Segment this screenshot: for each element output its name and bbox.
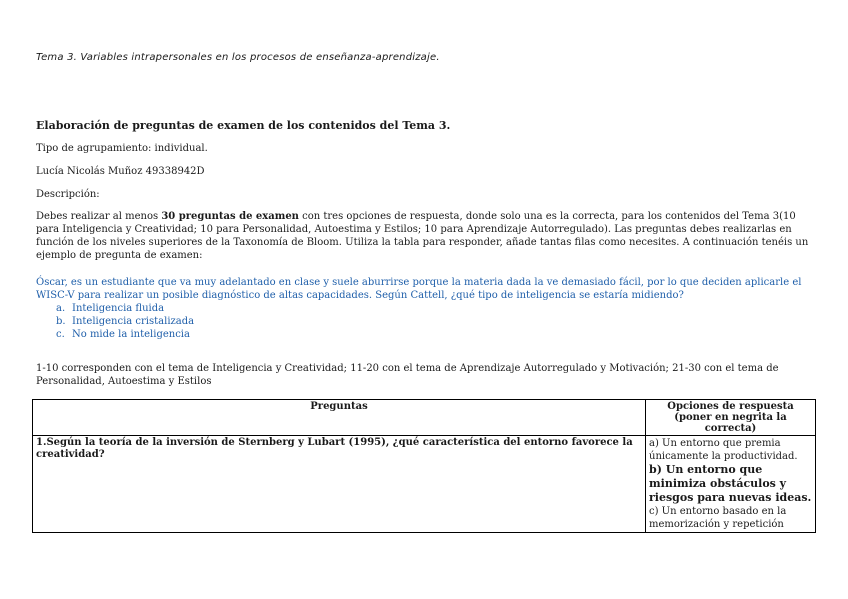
column-header-questions: Preguntas (33, 400, 646, 436)
description-label: Descripción: (36, 189, 100, 200)
option-text: No mide la inteligencia (72, 329, 190, 340)
answer-b-correct: b) Un entorno que minimiza obstáculos y riesgos para nuevas ideas. (649, 463, 812, 504)
author-line: Lucía Nicolás Muñoz 49338942D (36, 166, 205, 177)
example-options-list (56, 302, 194, 341)
topic-ranges: 1-10 corresponden con el tema de Inteligencia y Creatividad; 11-20 con el tema de Aprendizaje Autorregulado y Motivación; 21-30 con el tema de Personalidad, Autoestima y Estilos (36, 363, 779, 387)
option-letter: b. (56, 316, 66, 327)
questions-table (32, 399, 816, 533)
column-header-options: Opciones de respuesta (poner en negrita la correcta) (646, 400, 816, 436)
instructions-pre: Debes realizar al menos (36, 211, 162, 222)
question-cell: 1.Según la teoría de la inversión de Sternberg y Lubart (1995), ¿qué característica del entorno favorece la creatividad? (33, 436, 646, 533)
grouping-type: Tipo de agrupamiento: individual. (36, 143, 208, 154)
instructions-paragraph (36, 210, 814, 262)
option-text: Inteligencia cristalizada (72, 316, 195, 327)
table-row (33, 436, 816, 533)
example-option (56, 315, 194, 328)
instructions-post: con tres opciones de respuesta, donde solo una es la correcta, para los contenidos del Tema 3(10 para Inteligencia y Creatividad; 10 para Personalidad, Autoestima y Estilos; 10 para Aprendizaje Autorregulado). Las preguntas debes realizarlas en función de los niveles superiores de la Taxonomía de Bloom. Utiliza la tabla para responder, añade tantas filas como necesites. A continuación tenéis un ejemplo de pregunta de examen: (36, 211, 809, 261)
example-option (56, 302, 194, 315)
answer-c: c) Un entorno basado en la memorización y repetición (649, 506, 787, 530)
answers-cell (646, 436, 816, 533)
example-option (56, 328, 194, 341)
document-title: Elaboración de preguntas de examen de los contenidos del Tema 3. (36, 119, 451, 132)
option-letter: a. (56, 303, 66, 314)
answer-a: a) Un entorno que premia únicamente la productividad. (649, 438, 798, 462)
instructions-bold: 30 preguntas de examen (161, 211, 299, 222)
page-header: Tema 3. Variables intrapersonales en los procesos de enseñanza-aprendizaje. (36, 52, 440, 63)
example-question: Óscar, es un estudiante que va muy adelantado en clase y suele aburrirse porque la materia dada la ve demasiado fácil, por lo que deciden aplicarle el WISC-V para realizar un posible diagnóstico de altas capacidades. Según Cattell, ¿qué tipo de inteligencia se estaría midiendo? (36, 277, 802, 301)
table-header-row (33, 400, 816, 436)
option-text: Inteligencia fluida (72, 303, 165, 314)
option-letter: c. (56, 329, 65, 340)
